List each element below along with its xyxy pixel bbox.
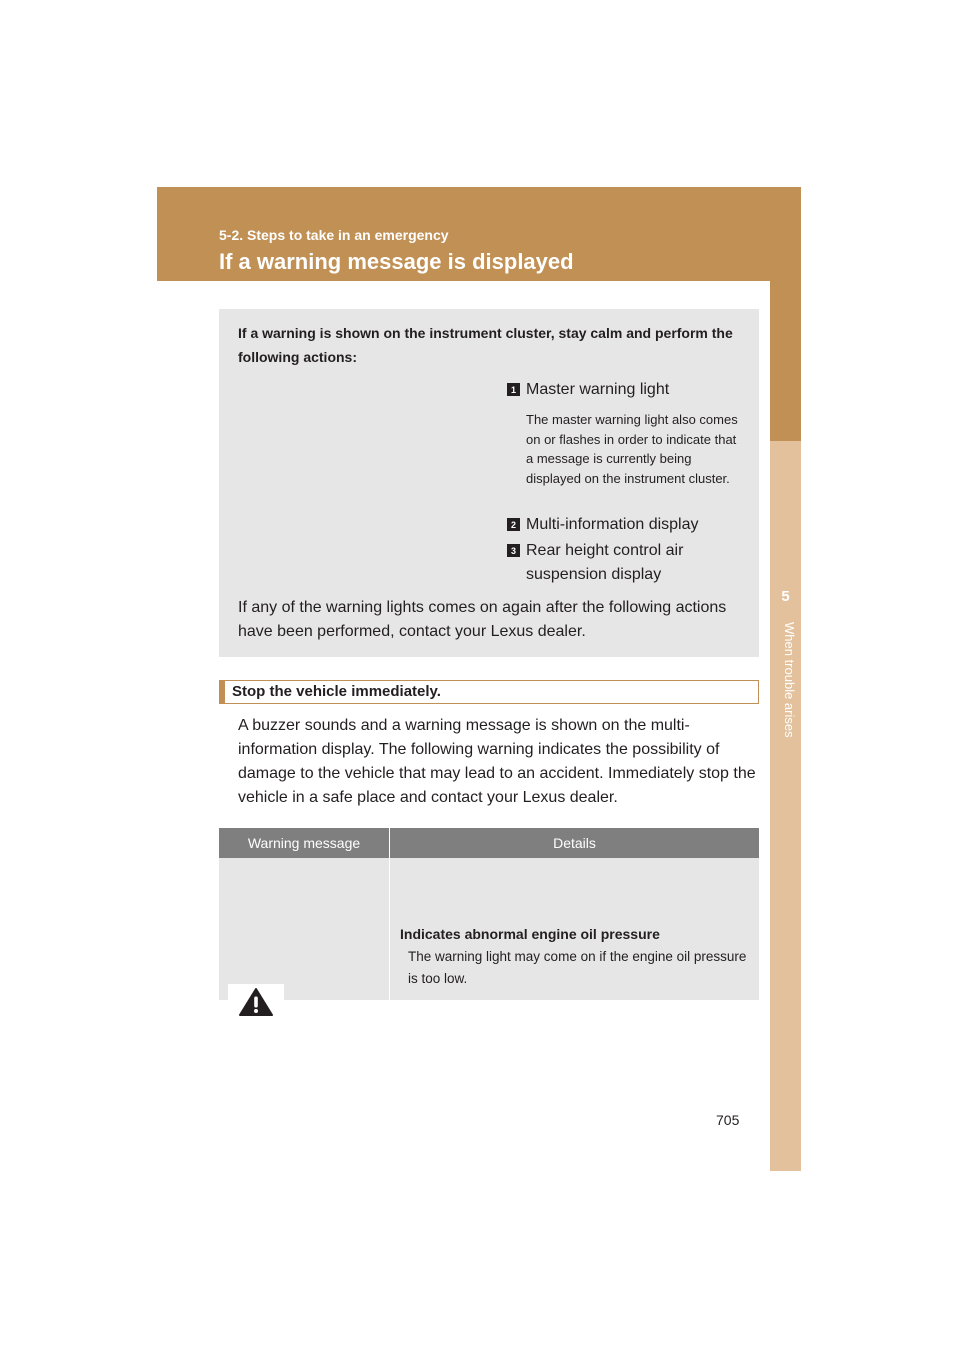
legend-label: Multi-information display — [526, 516, 699, 533]
section-label: 5-2. Steps to take in an emergency — [219, 227, 449, 243]
table-cell-warning — [219, 858, 389, 1000]
legend-item-2 — [507, 513, 699, 537]
step-marker — [219, 680, 225, 704]
legend-item-1 — [507, 378, 669, 402]
chapter-number: 5 — [781, 588, 790, 605]
warning-icon-tile — [228, 984, 284, 1020]
legend-label: Rear height control air suspension display — [526, 542, 684, 583]
legend-description: The master warning light also comes on or flashes in order to indicate that a message is currently being displayed on the instrument cluster. — [526, 412, 738, 486]
number-badge: 3 — [507, 544, 520, 557]
legend-item-3 — [507, 539, 738, 587]
table-cell-details — [390, 858, 759, 1000]
step-body: A buzzer sounds and a warning message is shown on the multi-information display. The following warning indicates the possibility of damage to the vehicle that may lead to an accident. Immediately stop the vehicle in a safe place and contact your Lexus dealer. — [238, 717, 756, 806]
warning-table — [219, 828, 759, 1000]
warning-triangle-icon — [238, 987, 274, 1017]
number-badge: 2 — [507, 518, 520, 531]
number-badge: 1 — [507, 383, 520, 396]
detail-title: Indicates abnormal engine oil pressure — [400, 926, 660, 942]
detail-text: The warning light may come on if the engine oil pressure is too low. — [408, 949, 747, 986]
chapter-label: When trouble arises — [782, 622, 797, 738]
table-header-warning: Warning message — [219, 828, 389, 858]
outro-text: If any of the warning lights comes on again after the following actions have been performed, contact your Lexus dealer. — [238, 599, 727, 640]
legend-label: Master warning light — [526, 381, 670, 398]
table-header-details: Details — [390, 828, 759, 858]
page-title: If a warning message is displayed — [219, 249, 574, 274]
intro-text: If a warning is shown on the instrument cluster, stay calm and perform the following actions: — [238, 325, 733, 365]
chapter-tab — [770, 281, 801, 441]
step-heading: Stop the vehicle immediately. — [232, 683, 441, 700]
page-number: 705 — [716, 1112, 740, 1128]
